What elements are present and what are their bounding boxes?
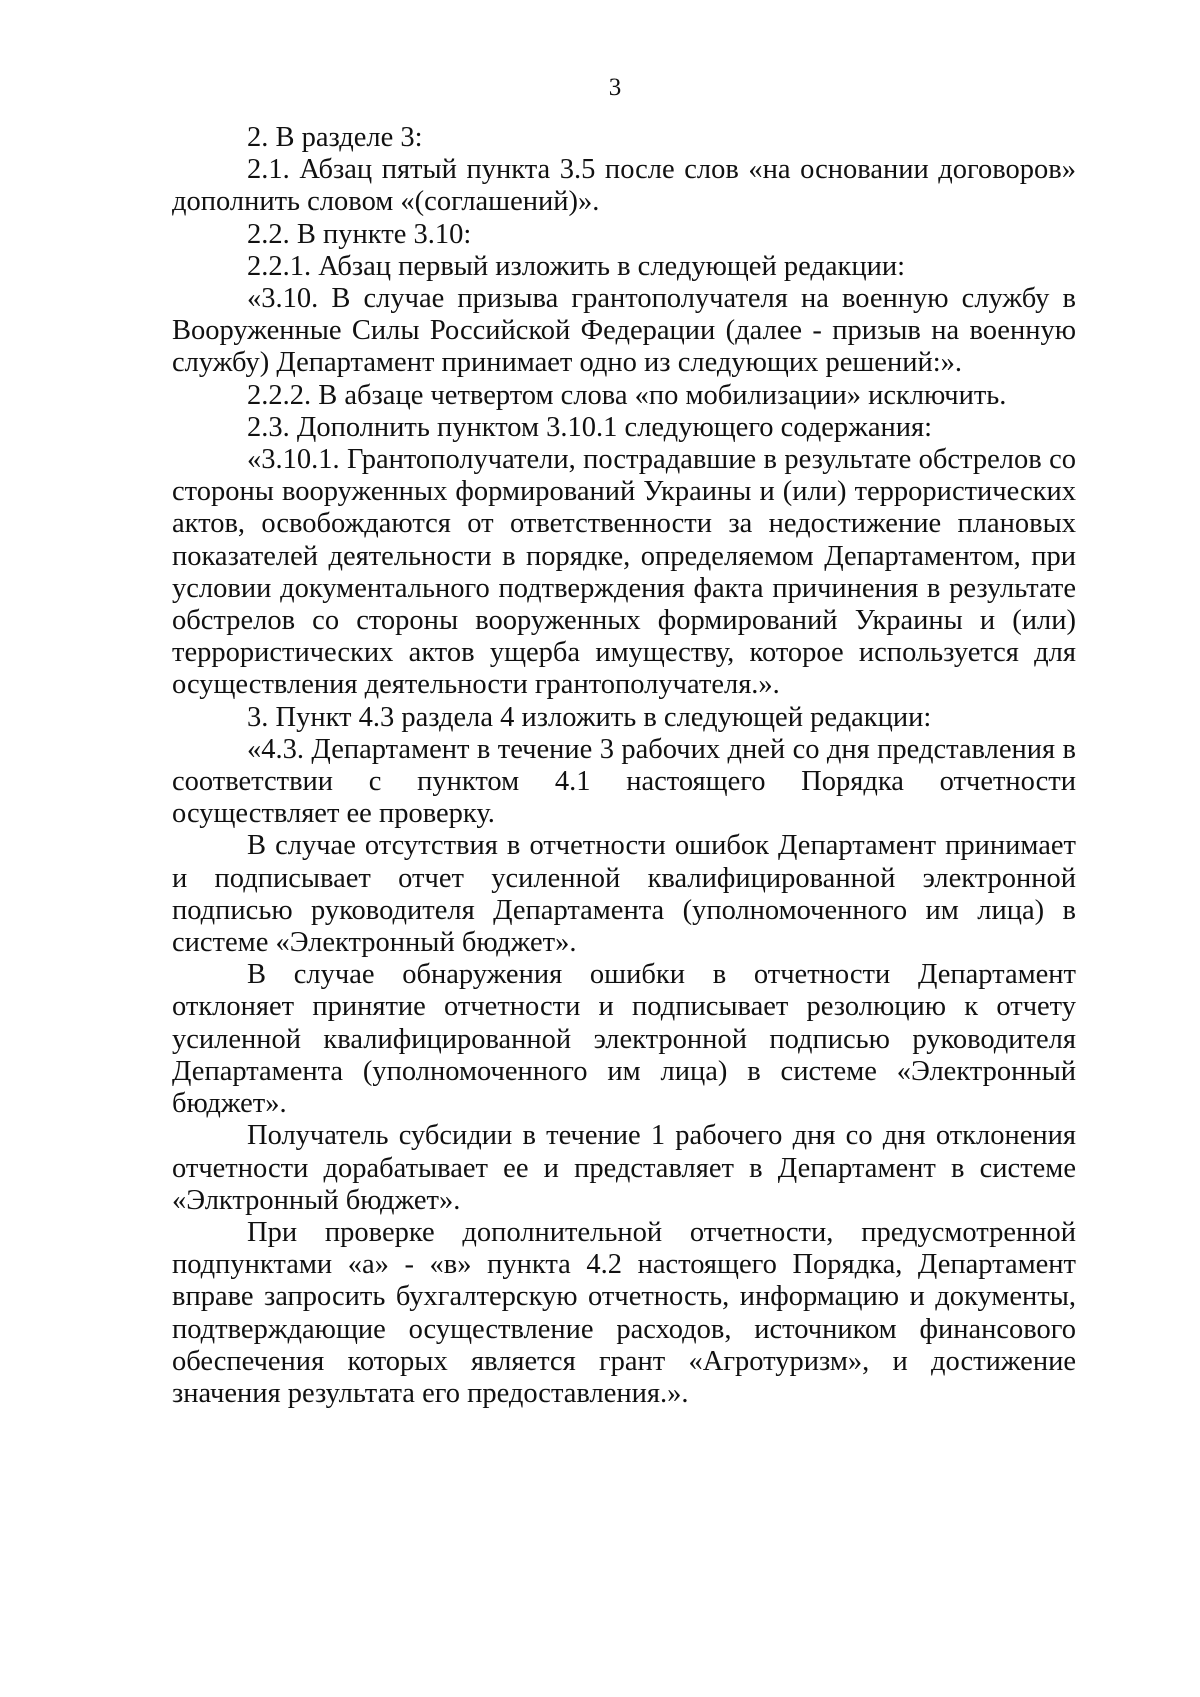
paragraph-section-3-heading: 2. В разделе 3:: [247, 122, 423, 153]
paragraph-recipient-rework: Получатель субсидии в течение 1 рабочего дня со дня отклонения отчетности дорабатывает ее и представляет в Департамент в системе «Элктронный бюджет».: [172, 1120, 1076, 1216]
paragraph-2-2-1: 2.2.1. Абзац первый изложить в следующей редакции:: [247, 250, 906, 282]
paragraph-2-2-2: 2.2.2. В абзаце четвертом слова «по мобилизации» исключить.: [247, 379, 1007, 411]
document-body: [172, 122, 1076, 1410]
paragraph-2-1: 2.1. Абзац пятый пункта 3.5 после слов «на основании договоров» дополнить словом «(соглашений)».: [172, 154, 1076, 218]
paragraph-3-10-1-text: «3.10.1. Грантополучатели, пострадавшие в результате обстрелов со стороны вооруженных формирований Украины и (или) террористических актов, освобождаются от ответственности за недостижение плановых показателей деятельности в порядке, определяемом Департаментом, при условии документального подтверждения факта причинения в результате обстрелов со стороны вооруженных формирований Украины и (или) террористических актов ущерба имуществу, которое используется для осуществления деятельности грантополучателя.».: [172, 444, 1076, 701]
paragraph-2-2: 2.2. В пункте 3.10:: [247, 218, 472, 250]
paragraph-4-3-text: «4.3. Департамент в течение 3 рабочих дней со дня представления в соответствии с пунктом 4.1 настоящего Порядка отчетности осуществляет ее проверку.: [172, 733, 1076, 830]
paragraph-additional-check: При проверке дополнительной отчетности, предусмотренной подпунктами «а» - «в» пункта 4.2 настоящего Порядка, Департамент вправе запросить бухгалтерскую отчетность, информацию и документы, подтверждающие осуществление расходов, источником финансового обеспечения которых является грант «Агротуризм», и достижение значения результата его предоставления.».: [172, 1216, 1076, 1409]
paragraph-3-10-text: «3.10. В случае призыва грантополучателя на военную службу в Вооруженные Силы Российской Федерации (далее - призыв на военную службу) Департамент принимает одно из следующих решений:».: [172, 283, 1076, 379]
paragraph-2-3: 2.3. Дополнить пунктом 3.10.1 следующего содержания:: [247, 411, 933, 443]
page-number: 3: [608, 74, 622, 101]
paragraph-errors-found: В случае обнаружения ошибки в отчетности Департамент отклоняет принятие отчетности и подписывает резолюцию к отчету усиленной квалифицированной электронной подписью руководителя Департамента (уполномоченного им лица) в системе «Электронный бюджет».: [172, 959, 1076, 1120]
paragraph-3: 3. Пункт 4.3 раздела 4 изложить в следующей редакции:: [247, 701, 932, 733]
paragraph-no-errors: В случае отсутствия в отчетности ошибок Департамент принимает и подписывает отчет усиленной квалифицированной электронной подписью руководителя Департамента (уполномоченного им лица) в системе «Электронный бюджет».: [172, 830, 1076, 959]
